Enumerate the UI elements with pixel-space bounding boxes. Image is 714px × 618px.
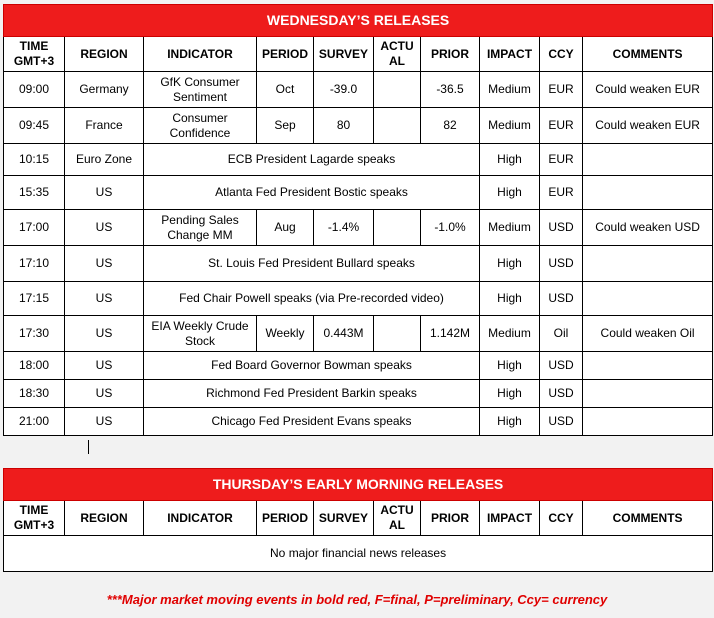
cell-impact: High [480, 176, 540, 210]
column-header: COMMENTS [583, 37, 713, 72]
wednesday-rows [4, 72, 713, 436]
cell-region: Germany [65, 72, 144, 108]
cell-time: 17:00 [4, 210, 65, 246]
cell-time: 17:15 [4, 282, 65, 316]
cell-time: 09:00 [4, 72, 65, 108]
thursday-empty-message: No major financial news releases [4, 536, 713, 572]
cell-survey: 80 [314, 108, 374, 144]
cell-indicator: Consumer Confidence [144, 108, 257, 144]
cell-ccy: EUR [540, 108, 583, 144]
footnote: ***Major market moving events in bold red, F=final, P=preliminary, Ccy= currency [106, 592, 608, 607]
wednesday-table [3, 4, 713, 436]
column-header: PRIOR [421, 501, 480, 536]
cell-event: Richmond Fed President Barkin speaks [144, 380, 480, 408]
table-row [4, 316, 713, 352]
column-header: SURVEY [314, 501, 374, 536]
column-header: ACTU AL [374, 501, 421, 536]
cell-event: ECB President Lagarde speaks [144, 144, 480, 176]
column-header: IMPACT [480, 501, 540, 536]
cell-ccy: EUR [540, 176, 583, 210]
cell-comments [583, 282, 713, 316]
column-header: PERIOD [257, 37, 314, 72]
cell-ccy: EUR [540, 144, 583, 176]
cell-actual [374, 210, 421, 246]
cell-indicator: GfK Consumer Sentiment [144, 72, 257, 108]
cell-survey: 0.443M [314, 316, 374, 352]
column-header: CCY [540, 37, 583, 72]
cell-region: US [65, 380, 144, 408]
column-header: TIME GMT+3 [4, 37, 65, 72]
cell-period: Sep [257, 108, 314, 144]
cell-event: Chicago Fed President Evans speaks [144, 408, 480, 436]
cell-ccy: USD [540, 282, 583, 316]
cell-ccy: USD [540, 210, 583, 246]
table-row [4, 380, 713, 408]
column-header: ACTU AL [374, 37, 421, 72]
releases-document [3, 4, 712, 572]
cell-event: Atlanta Fed President Bostic speaks [144, 176, 480, 210]
cell-impact: High [480, 352, 540, 380]
cell-survey: -39.0 [314, 72, 374, 108]
cell-region: US [65, 408, 144, 436]
cell-period: Aug [257, 210, 314, 246]
cell-time: 17:10 [4, 246, 65, 282]
cell-impact: Medium [480, 210, 540, 246]
cell-comments [583, 144, 713, 176]
cell-time: 10:15 [4, 144, 65, 176]
cell-impact: Medium [480, 108, 540, 144]
column-header: PERIOD [257, 501, 314, 536]
cell-comments: Could weaken EUR [583, 108, 713, 144]
cell-comments: Could weaken EUR [583, 72, 713, 108]
cell-impact: High [480, 246, 540, 282]
cell-event: Fed Chair Powell speaks (via Pre-recorded video) [144, 282, 480, 316]
section-gap [3, 436, 712, 468]
cell-impact: High [480, 144, 540, 176]
table-row [4, 352, 713, 380]
cell-region: Euro Zone [65, 144, 144, 176]
cell-actual [374, 72, 421, 108]
thursday-header-row [4, 501, 713, 536]
column-header: COMMENTS [583, 501, 713, 536]
cell-impact: High [480, 380, 540, 408]
cell-event: Fed Board Governor Bowman speaks [144, 352, 480, 380]
cell-time: 18:30 [4, 380, 65, 408]
cell-prior: 1.142M [421, 316, 480, 352]
cell-ccy: USD [540, 380, 583, 408]
cell-region: US [65, 316, 144, 352]
column-header: REGION [65, 501, 144, 536]
wednesday-header-row [4, 37, 713, 72]
cell-impact: High [480, 408, 540, 436]
cell-prior: 82 [421, 108, 480, 144]
cell-region: US [65, 176, 144, 210]
thursday-table [3, 468, 713, 572]
cell-ccy: Oil [540, 316, 583, 352]
column-header: INDICATOR [144, 501, 257, 536]
cell-comments [583, 246, 713, 282]
table-row [4, 282, 713, 316]
cell-impact: Medium [480, 72, 540, 108]
column-header: INDICATOR [144, 37, 257, 72]
wednesday-title: WEDNESDAY’S RELEASES [4, 5, 713, 37]
column-header: SURVEY [314, 37, 374, 72]
cell-ccy: USD [540, 352, 583, 380]
cell-indicator: Pending Sales Change MM [144, 210, 257, 246]
cell-time: 15:35 [4, 176, 65, 210]
table-row [4, 144, 713, 176]
cell-region: US [65, 246, 144, 282]
cell-time: 17:30 [4, 316, 65, 352]
cell-region: US [65, 352, 144, 380]
cell-region: France [65, 108, 144, 144]
cell-period: Weekly [257, 316, 314, 352]
cell-comments [583, 380, 713, 408]
table-row [4, 246, 713, 282]
cell-prior: -1.0% [421, 210, 480, 246]
cell-comments: Could weaken USD [583, 210, 713, 246]
table-row [4, 210, 713, 246]
column-header: IMPACT [480, 37, 540, 72]
column-header: CCY [540, 501, 583, 536]
cell-comments [583, 352, 713, 380]
column-header: PRIOR [421, 37, 480, 72]
column-header: TIME GMT+3 [4, 501, 65, 536]
cell-region: US [65, 210, 144, 246]
cell-ccy: EUR [540, 72, 583, 108]
thursday-title: THURSDAY’S EARLY MORNING RELEASES [4, 469, 713, 501]
cell-time: 09:45 [4, 108, 65, 144]
cell-actual [374, 108, 421, 144]
cell-impact: High [480, 282, 540, 316]
cell-prior: -36.5 [421, 72, 480, 108]
column-header: REGION [65, 37, 144, 72]
cell-ccy: USD [540, 408, 583, 436]
cell-actual [374, 316, 421, 352]
cell-time: 18:00 [4, 352, 65, 380]
table-row [4, 408, 713, 436]
cell-impact: Medium [480, 316, 540, 352]
cell-survey: -1.4% [314, 210, 374, 246]
cell-comments [583, 176, 713, 210]
cell-indicator: EIA Weekly Crude Stock [144, 316, 257, 352]
table-row [4, 176, 713, 210]
cell-time: 21:00 [4, 408, 65, 436]
cell-region: US [65, 282, 144, 316]
cell-event: St. Louis Fed President Bullard speaks [144, 246, 480, 282]
cell-ccy: USD [540, 246, 583, 282]
cell-period: Oct [257, 72, 314, 108]
text-cursor [88, 440, 89, 454]
cell-comments [583, 408, 713, 436]
table-row [4, 108, 713, 144]
cell-comments: Could weaken Oil [583, 316, 713, 352]
table-row [4, 72, 713, 108]
